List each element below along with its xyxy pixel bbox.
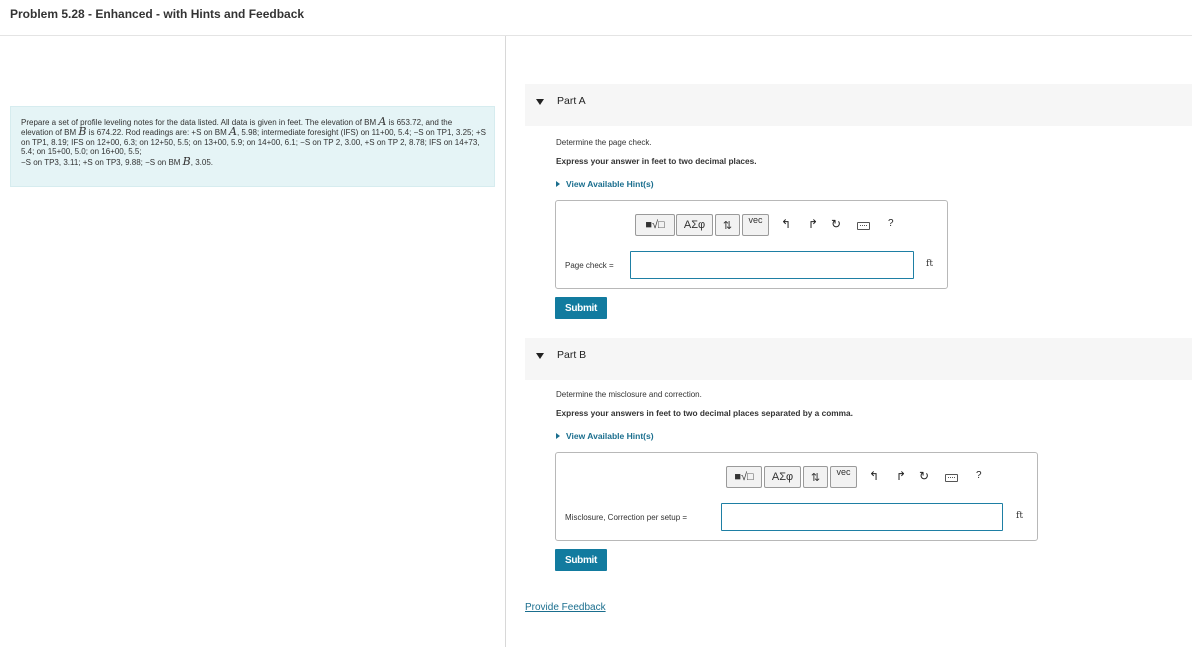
provide-feedback-link[interactable]: Provide Feedback [525, 602, 606, 613]
misclosure-label: Misclosure, Correction per setup = [565, 513, 688, 522]
problem-title: Problem 5.28 - Enhanced - with Hints and Feedback [10, 7, 305, 21]
templates-icon[interactable]: ■√□ [726, 466, 762, 488]
redo-icon[interactable]: ↱ [896, 469, 907, 483]
part-a-hint-link[interactable]: View Available Hint(s) [556, 179, 654, 189]
undo-icon[interactable]: ↰ [869, 469, 880, 483]
part-a-instruction: Express your answer in feet to two decimal places. [556, 156, 757, 166]
undo-icon[interactable]: ↰ [781, 217, 792, 231]
header [0, 0, 1192, 36]
page-check-input[interactable] [630, 251, 914, 279]
part-b-label: Part B [557, 349, 587, 361]
problem-statement: Prepare a set of profile leveling notes for the data listed. All data is given in feet. The elevation of BM A is 653.72, and the elevation of BM B is 674.22. Rod readings are: +S on BM A, 5.98; intermediate foresight (IFS) on 11+00, 5.4; −S on TP1, 3.25; +S on TP1, 8.19; IFS on 12+00, 6.3; on 12+50, 5.5; on 13+00, 5.9; on 14+00, 6.1; −S on TP 2, 3.00, +S on TP 2, 8.78; IFS on 14+73, 5.4; on 15+00, 5.0; on 16+00, 5.5; −S on TP3, 3.11; +S on TP3, 9.88; −S on BM B, 3.05. [10, 106, 495, 187]
keyboard-icon[interactable] [857, 222, 870, 230]
collapse-triangle-icon[interactable] [536, 353, 544, 359]
part-a-submit-button[interactable]: Submit [555, 297, 607, 319]
part-a-label: Part A [557, 95, 586, 107]
part-b-instruction: Express your answers in feet to two decimal places separated by a comma. [556, 408, 853, 418]
vector-icon[interactable]: vec [830, 466, 857, 488]
part-b-toolbar [726, 466, 1016, 488]
reset-icon[interactable]: ↻ [919, 469, 930, 483]
part-a-toolbar [635, 214, 925, 236]
part-b-header[interactable] [525, 338, 1192, 380]
page-check-label: Page check = [565, 261, 614, 270]
collapse-triangle-icon[interactable] [536, 99, 544, 105]
keyboard-icon[interactable] [945, 474, 958, 482]
misclosure-input[interactable] [721, 503, 1003, 531]
part-b-question: Determine the misclosure and correction. [556, 390, 702, 399]
column-divider [505, 36, 506, 647]
part-a-header[interactable] [525, 84, 1192, 126]
expand-arrow-icon [556, 433, 560, 439]
arrows-icon[interactable]: ⇅ [803, 466, 828, 488]
part-a-question: Determine the page check. [556, 138, 652, 147]
help-icon[interactable]: ? [976, 470, 982, 481]
part-a-answer-box [555, 200, 948, 289]
arrows-icon[interactable]: ⇅ [715, 214, 740, 236]
redo-icon[interactable]: ↱ [808, 217, 819, 231]
unit-label: ft [926, 259, 933, 269]
expand-arrow-icon [556, 181, 560, 187]
templates-icon[interactable]: ■√□ [635, 214, 675, 236]
part-b-answer-box [555, 452, 1038, 541]
greek-icon[interactable]: ΑΣφ [676, 214, 713, 236]
vector-icon[interactable]: vec [742, 214, 769, 236]
help-icon[interactable]: ? [888, 218, 894, 229]
part-b-hint-link[interactable]: View Available Hint(s) [556, 431, 654, 441]
reset-icon[interactable]: ↻ [831, 217, 842, 231]
greek-icon[interactable]: ΑΣφ [764, 466, 801, 488]
part-b-submit-button[interactable]: Submit [555, 549, 607, 571]
unit-label: ft [1016, 511, 1023, 521]
